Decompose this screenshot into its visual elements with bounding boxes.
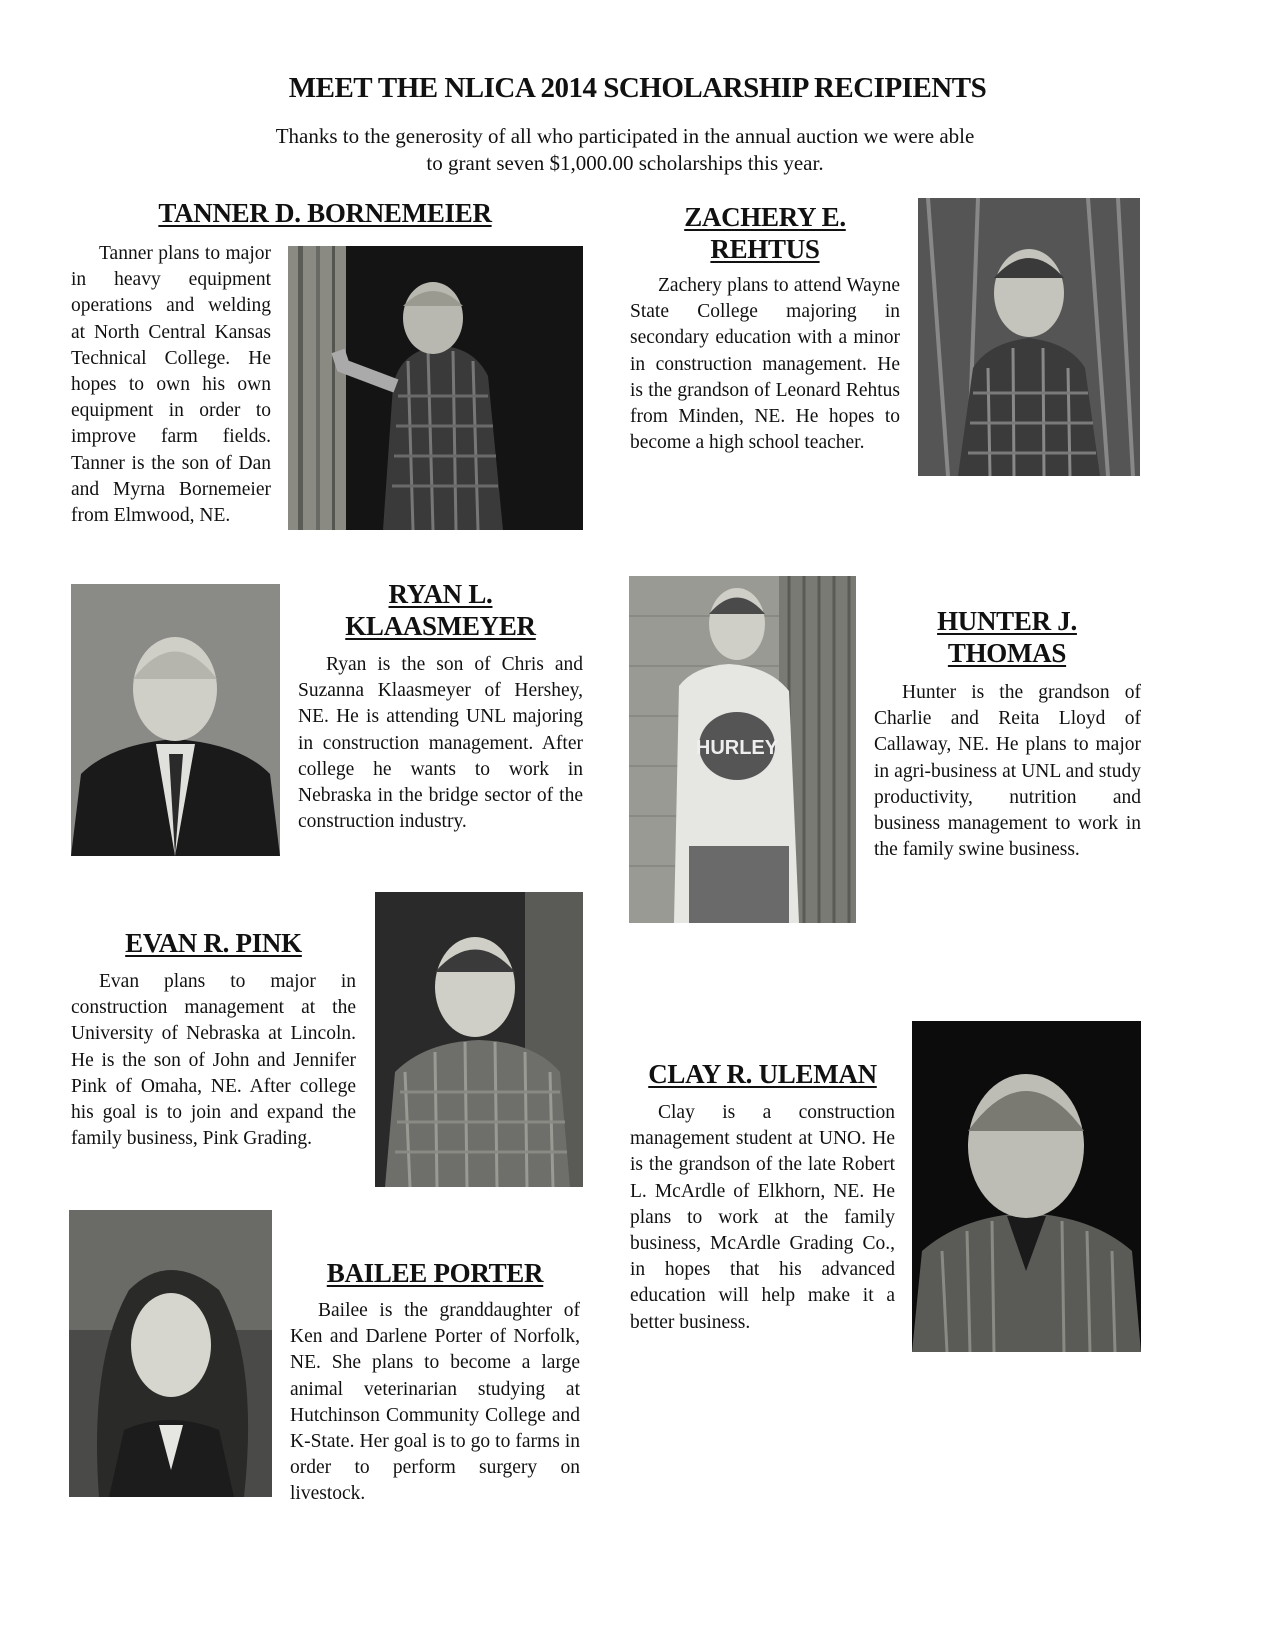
recipient-name-ryan-line1: RYAN L. [388, 579, 493, 609]
recipient-name-ryan [298, 578, 583, 642]
recipient-name-zachery-line2: REHTUS [710, 234, 820, 264]
recipient-name-bailee: BAILEE PORTER [326, 1258, 544, 1288]
recipient-photo-ryan [71, 584, 280, 856]
intro-text [190, 123, 1060, 177]
recipient-bio-zachery: Zachery plans to attend Wayne State College majoring in secondary education with a minor in construction management. He is the grandson of Leonard Rehtus from Minden, NE. He hopes to become a high school teacher. [630, 275, 900, 454]
recipient-photo-clay [912, 1021, 1141, 1352]
recipient-name-zachery-line1: ZACHERY E. [684, 202, 846, 232]
intro-line-1: Thanks to the generosity of all who participated in the annual auction we were able [275, 124, 975, 148]
recipient-photo-hunter [629, 576, 856, 923]
recipient-name-hunter [872, 605, 1142, 669]
recipient-photo-evan [375, 892, 583, 1187]
recipient-bio-ryan: Ryan is the son of Chris and Suzanna Klaasmeyer of Hershey, NE. He is attending UNL majoring in construction management. After college he wants to work in Nebraska in the bridge sector of the construction industry. [298, 654, 583, 833]
page-title: MEET THE NLICA 2014 SCHOLARSHIP RECIPIENTS [288, 72, 987, 104]
recipient-bio-bailee: Bailee is the granddaughter of Ken and Darlene Porter of Norfolk, NE. She plans to become a large animal veterinarian studying at Hutchinson Community College and K-State. Her goal is to go to farms in order to perform surgery on livestock. [290, 1300, 580, 1505]
recipient-photo-bailee [69, 1210, 272, 1497]
recipient-name-hunter-line1: HUNTER J. [937, 606, 1077, 636]
recipient-bio-hunter: Hunter is the grandson of Charlie and Reita Lloyd of Callaway, NE. He plans to major in agri-business at UNL and study productivity, nutrition and business management to work in the family swine business. [874, 682, 1141, 861]
recipient-name-clay: CLAY R. ULEMAN [648, 1059, 877, 1089]
recipient-name-evan: EVAN R. PINK [125, 928, 302, 958]
recipient-name-zachery [630, 201, 900, 265]
recipient-name-tanner: TANNER D. BORNEMEIER [158, 198, 492, 228]
hunter-shirt-text: HURLEY [695, 737, 779, 759]
recipient-name-hunter-line2: THOMAS [947, 638, 1067, 668]
recipient-bio-clay: Clay is a construction management student at UNO. He is the grandson of the late Robert L. McArdle of Elkhorn, NE. He plans to work at the family business, McArdle Grading Co., in hopes that his advanced education will help make it a better business. [630, 1102, 895, 1333]
recipient-photo-zachery [918, 198, 1140, 476]
recipient-bio-tanner: Tanner plans to major in heavy equipment operations and welding at North Central Kansas Technical College. He hopes to own his own equipment in order to improve farm fields. Tanner is the son of Dan and Myrna Bornemeier from Elmwood, NE. [71, 243, 271, 527]
recipient-photo-tanner [288, 246, 583, 530]
intro-line-2: to grant seven $1,000.00 scholarships this year. [426, 151, 824, 175]
recipient-name-ryan-line2: KLAASMEYER [345, 611, 536, 641]
recipient-bio-evan: Evan plans to major in construction management at the University of Nebraska at Lincoln. He is the son of John and Jennifer Pink of Omaha, NE. After college his goal is to join and expand the family business, Pink Grading. [71, 971, 356, 1150]
